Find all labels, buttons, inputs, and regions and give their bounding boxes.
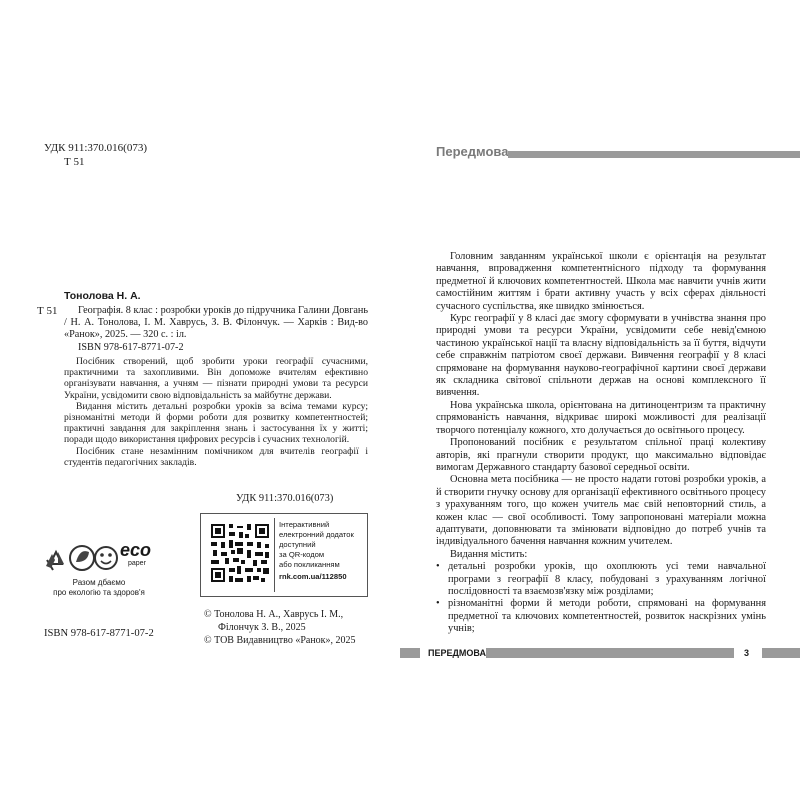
biblio-text: Географія. 8 клас : розробки уроків до підручника Галини Довгань / Н. А. Тонолова, І. М. Хаврусь, З. В. Філончук. — Харків : Вид-во «Ранок», 2025. — 320 с. : іл.: [64, 305, 368, 341]
annotation: [64, 356, 368, 468]
eco-caption-line: про екологію та здоров'я: [53, 588, 145, 597]
qr-text-line: Інтерактивний: [279, 520, 330, 529]
copyright-block: [204, 608, 356, 647]
eco-caption: [44, 578, 154, 598]
preface-paragraph: Нова українська школа, орієнтована на дитиноцентризм та практичну спрямованість навчання, відкриває широкі можливості для реалізації творчого потенціалу кожного, хто долучається до освітнього процесу.: [436, 399, 766, 436]
preface-body: [436, 251, 766, 636]
code-side: Т 51: [37, 305, 58, 317]
list-item-text: різноманітні форми й методи роботи, спрямовані на формування предметної та ключових компетентностей, розвиток наскрізних умінь учнів;: [448, 598, 766, 635]
right-page: [400, 0, 800, 800]
page-title: Передмова: [436, 144, 509, 159]
title-bar: [508, 151, 800, 158]
annotation-paragraph: Посібник стане незамінним помічником для вчителів географії і студентів педагогічних закладів.: [64, 445, 368, 468]
smile-icon: [95, 547, 117, 569]
footer-bar-left: [400, 648, 420, 658]
preface-paragraph: Курс географії у 8 класі дає змогу сформувати в учнівства знання про природні умови та ресурси України, усвідомити себе невід'ємною частиною української нації та власну відповідальність за її буття, відчути себе справжнім патріотом своєї держави. Вивчення географії у 8 класі спрямоване на формування науково-географічної картини своєї держави як складника світової спільноти держав на основі комплексного її вивчення.: [436, 313, 766, 399]
isbn-bottom: ISBN 978-617-8771-07-2: [44, 628, 154, 639]
footer-bar-right: [762, 648, 800, 658]
eco-logos: [44, 540, 152, 580]
preface-paragraph: Основна мета посібника — не просто надати готові розробки уроків, а й створити гнучку основу для організації ефективного освітнього процесу з урахуванням того, що кожен учитель має свій неповторний стиль, а кожен клас — свої особливості. Тому запропоновані матеріали можна адаптувати, доповнювати та змінювати відповідно до потреб учнів та індивідуального бачення навчання кожним учителем.: [436, 474, 766, 548]
annotation-paragraph: Посібник створений, щоб зробити уроки географії сучасними, практичними та захопливими. Він допоможе вчителям ефективно організувати навчання, а учням — пізнати природні умови та ресурси України, усвідомити свою відповідальність за майбутнє держави.: [64, 356, 368, 401]
code-top: Т 51: [64, 156, 85, 168]
isbn-line: ISBN 978-617-8771-07-2: [78, 341, 184, 353]
copyright-line: © Тонолова Н. А., Хаврусь І. М.,: [204, 609, 344, 620]
annotation-paragraph: Видання містить детальні розробки уроків за всіма темами курсу; різноманітні методи й форми роботи для розвитку компетентностей; практичні завдання для закріплення знань і застосування їх у житті; поради щодо використання цифрових ресурсів і сучасних технологій.: [64, 400, 368, 446]
qr-code-icon[interactable]: [209, 522, 271, 584]
list-item-text: детальні розробки уроків, що охоплюють усі теми навчальної програми з географії 8 класу, побудовані з урахуванням логічної послідовності та взаємозв'язку між розділами;: [448, 561, 766, 597]
qr-text-line: електронний додаток: [279, 530, 354, 539]
qr-text-line: за QR-кодом: [279, 550, 325, 559]
copyright-line: Філончук З. В., 2025: [218, 622, 306, 633]
preface-paragraph: Пропонований посібник є результатом спільної праці колективу авторів, які прагнули створити продукт, що максимально відповідає вимогам Державного стандарту базової середньої освіти.: [436, 437, 766, 473]
qr-link[interactable]: rnk.com.ua/112850: [279, 572, 347, 581]
eco-caption-line: Разом дбаємо: [72, 578, 126, 587]
qr-divider: [274, 518, 275, 592]
footer-bar-middle: [486, 648, 734, 658]
list-item: • різноманітні форми й методи роботи, спрямовані на формування предметної та ключових компетентностей, розвиток наскрізних умінь учнів;: [436, 598, 766, 635]
qr-text-line: доступний: [279, 540, 316, 549]
eco-logo-sub: paper: [128, 560, 146, 567]
contains-label: Видання містить:: [450, 548, 528, 560]
copyright-line: © ТОВ Видавництво «Ранок», 2025: [204, 635, 356, 646]
page-number: 3: [744, 648, 750, 658]
author-name: Тонолова Н. А.: [64, 290, 141, 302]
udk-bottom: УДК 911:370.016(073): [236, 493, 334, 504]
bibliographic-record: [64, 305, 368, 354]
eco-logo-text: eco: [120, 540, 152, 560]
footer-label: ПЕРЕДМОВА: [428, 648, 486, 658]
preface-paragraph: Головним завданням української школи є орієнтація на результат навчання, впровадження компетентнісного підходу та формування предметної й ключових компетентностей. Школа має навчити учнів жити самостійним життям і брати активну участь у всіх сферах діяльності сучасного суспільства, яке швидко змінюється.: [436, 251, 766, 312]
list-item: • детальні розробки уроків, що охоплюють усі теми навчальної програми з географії 8 класу, побудовані з урахуванням логічної послідовності та взаємозв'язку між розділами;: [436, 561, 766, 597]
qr-box: [200, 513, 368, 597]
qr-description: [279, 520, 354, 582]
qr-text-line: або покликанням: [279, 560, 340, 569]
udk-top: УДК 911:370.016(073): [44, 142, 147, 154]
